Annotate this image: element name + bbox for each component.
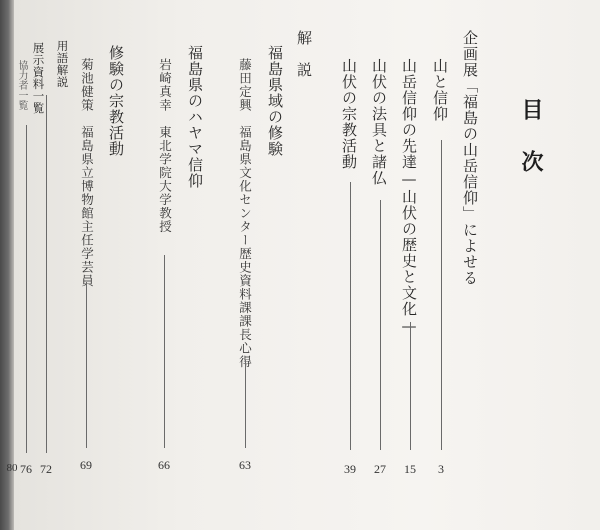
leader-line (46, 95, 47, 453)
leader-line (245, 360, 246, 448)
toc-entry-title: 福島県域の修験 (266, 45, 284, 157)
toc-page-number: 80 (6, 462, 18, 474)
toc-page-number: 69 (80, 458, 92, 472)
toc-entry-title: 山伏の宗教活動 (340, 58, 358, 170)
toc-page-number: 63 (239, 458, 251, 472)
toc-page-number: 76 (20, 462, 32, 476)
toc-page-number: 27 (374, 462, 386, 476)
toc-page-number: 3 (438, 462, 444, 476)
toc-entry-title: 山岳信仰の先達—山伏の歴史と文化— (400, 58, 418, 336)
toc-entry-author: 菊池健策 福島県立博物館主任学芸員 (79, 58, 95, 288)
leader-line (26, 125, 27, 453)
toc-page-number: 66 (158, 458, 170, 472)
toc-entry-title: 協力者一覧 (16, 60, 27, 110)
toc-entry-title: 修験の宗教活動 (107, 45, 125, 157)
leader-line (441, 140, 442, 450)
toc-page-number: 72 (40, 462, 52, 476)
toc-page-number: 39 (344, 462, 356, 476)
toc-page-number: 15 (404, 462, 416, 476)
toc-entry-title: 展示資料一覧 (31, 42, 46, 114)
toc-entry-title: 山伏の法具と諸仏 (370, 58, 388, 186)
toc-section-heading: 企画展「福島の山岳信仰」によせる (461, 30, 479, 286)
leader-line (410, 322, 411, 450)
toc-entry-title: 山と信仰 (431, 58, 449, 122)
book-spine-edge (0, 0, 14, 530)
toc-entry-title: 用語解説 (55, 40, 70, 88)
toc-section-heading: 解 説 (295, 30, 313, 78)
page-title: 目次 (518, 98, 544, 202)
toc-entry-author: 岩崎真幸 東北学院大学教授 (157, 58, 173, 234)
toc-entry-author: 藤田定興 福島県文化センター歴史資料課課長心得 (237, 58, 253, 369)
toc-entry-title: 福島県のハヤマ信仰 (186, 45, 204, 189)
leader-line (380, 200, 381, 450)
leader-line (164, 255, 165, 448)
leader-line (350, 182, 351, 450)
leader-line (86, 282, 87, 448)
